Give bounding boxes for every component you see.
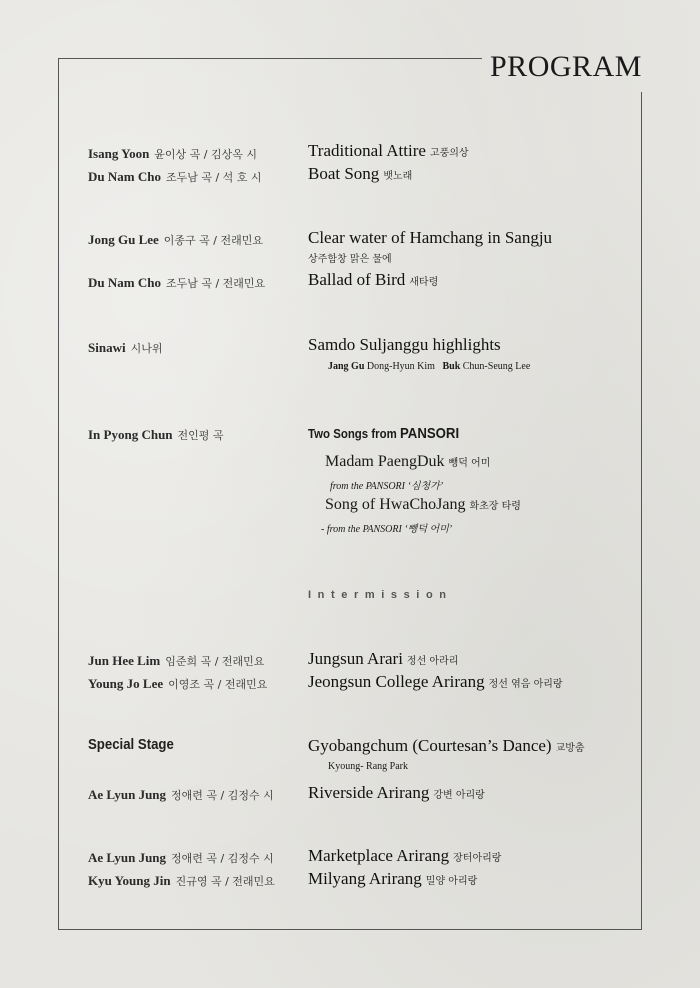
work-title: Clear water of Hamchang in Sangju <box>308 228 553 247</box>
pansori-heading: Two Songs from PANSORI <box>308 425 460 442</box>
work-title: Riverside Arirang 강변 아리랑 <box>308 783 485 802</box>
composer-row: Jun Hee Lim 임준희 곡 / 전래민요 <box>88 653 265 668</box>
border-frame-right <box>641 92 642 930</box>
composer-row: Young Jo Lee 이영조 곡 / 전래민요 <box>88 676 268 691</box>
work-title: Jeongsun College Arirang 정선 엮음 아리랑 <box>308 672 563 691</box>
work-title: Boat Song 뱃노래 <box>308 164 413 183</box>
pansori-song: Song of HwaChoJang 화초장 타령 <box>325 496 521 513</box>
work-title: Jungsun Arari 정선 아라리 <box>308 649 459 668</box>
intermission-label: Intermission <box>308 589 453 601</box>
composer-row: Ae Lyun Jung 정애련 곡 / 김정수 시 <box>88 787 274 802</box>
composer-row: Isang Yoon 윤이상 곡 / 김상옥 시 <box>88 146 257 161</box>
performers: Jang Gu Dong-Hyun Kim Buk Chun-Seung Lee <box>328 361 531 372</box>
special-stage-label: Special Stage <box>88 736 174 753</box>
dancer-name: Kyoung- Rang Park <box>328 761 408 772</box>
work-title: Marketplace Arirang 장터아리랑 <box>308 846 502 865</box>
work-title: Gyobangchum (Courtesan’s Dance) 교방춤 <box>308 736 585 755</box>
work-title: Samdo Suljanggu highlights <box>308 335 501 354</box>
composer-row: In Pyong Chun 전인평 곡 <box>88 427 224 442</box>
pansori-song: Madam PaengDuk 뺑덕 어미 <box>325 453 491 470</box>
work-title: Ballad of Bird 새타령 <box>308 270 439 289</box>
composer-row: Sinawi 시나위 <box>88 340 163 355</box>
work-title: Traditional Attire 고풍의상 <box>308 141 469 160</box>
work-title-korean: 상주함창 맑은 물에 <box>308 254 392 265</box>
composer-row: Ae Lyun Jung 정애련 곡 / 김정수 시 <box>88 850 274 865</box>
composer-row: Jong Gu Lee 이종구 곡 / 전래민요 <box>88 232 263 247</box>
composer-row: Du Nam Cho 조두남 곡 / 석 호 시 <box>88 169 262 184</box>
composer-row: Kyu Young Jin 진규영 곡 / 전래민요 <box>88 873 275 888</box>
composer-row: Du Nam Cho 조두남 곡 / 전래민요 <box>88 275 266 290</box>
pansori-source: from the PANSORI ‘심청가’ <box>330 481 444 492</box>
page-title: PROGRAM <box>490 50 642 83</box>
pansori-source: - from the PANSORI ‘뺑덕 어미’ <box>321 524 453 535</box>
work-title: Milyang Arirang 밀양 아리랑 <box>308 869 478 888</box>
border-frame-top <box>58 58 482 59</box>
